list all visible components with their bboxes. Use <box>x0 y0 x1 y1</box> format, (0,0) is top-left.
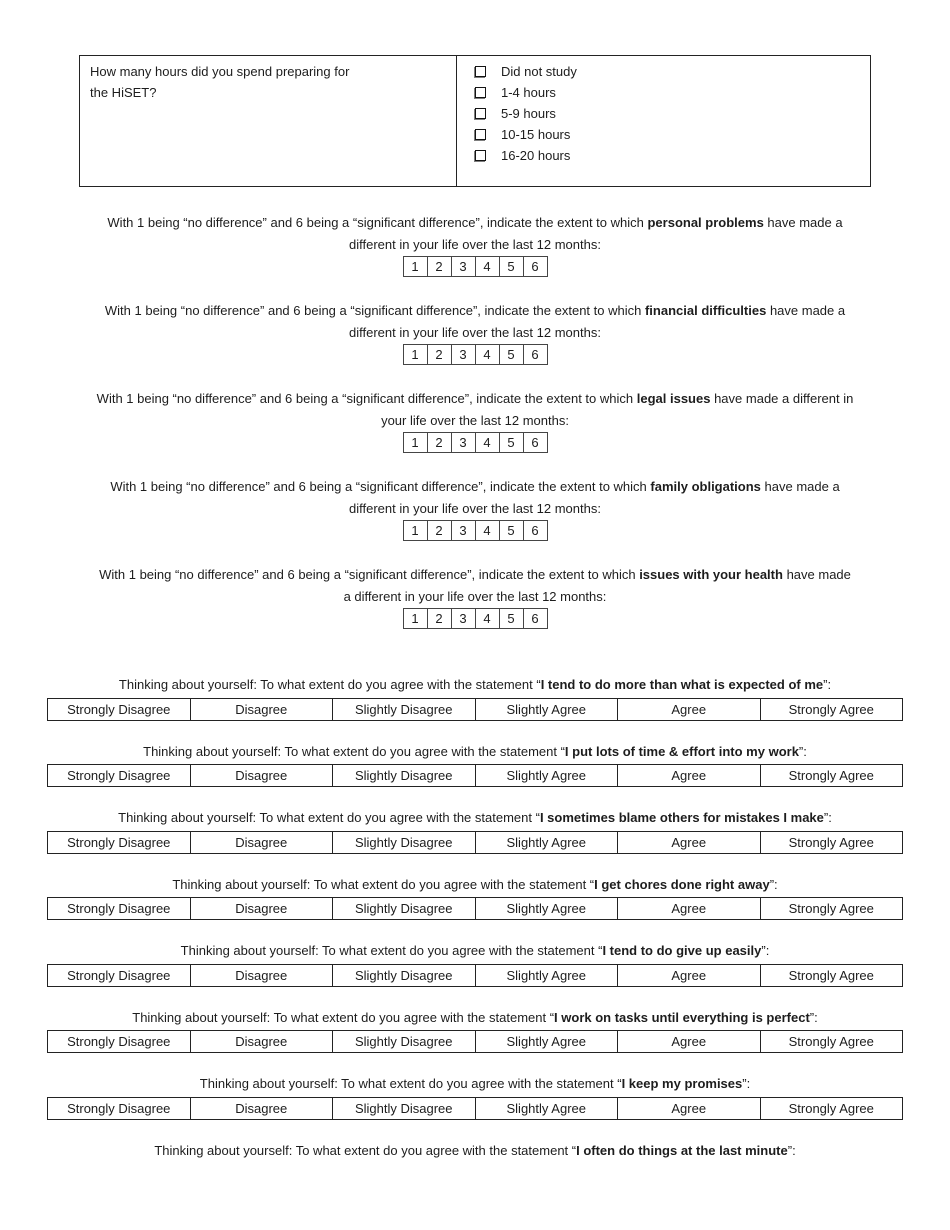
option-strongly-disagree[interactable]: Strongly Disagree <box>48 1031 191 1053</box>
scale-cell-6[interactable]: 6 <box>523 433 547 453</box>
option-slightly-agree[interactable]: Slightly Agree <box>475 1031 618 1053</box>
question-topic: financial difficulties <box>644 303 767 318</box>
option-slightly-agree[interactable]: Slightly Agree <box>475 1097 618 1119</box>
checkbox-option[interactable] <box>474 82 862 103</box>
question-suffix: ”: <box>823 810 832 825</box>
checkbox-option[interactable] <box>474 61 862 82</box>
hours-question-table <box>79 55 871 187</box>
rating-scale <box>403 608 548 629</box>
table-row <box>48 964 903 986</box>
checkbox-icon[interactable] <box>475 87 486 98</box>
option-slightly-agree[interactable]: Slightly Agree <box>475 831 618 853</box>
checkbox-icon[interactable] <box>475 150 486 161</box>
scale-cell-5[interactable]: 5 <box>499 433 523 453</box>
scale-cell-2[interactable]: 2 <box>427 257 451 277</box>
scale-cell-5[interactable]: 5 <box>499 345 523 365</box>
option-strongly-agree[interactable]: Strongly Agree <box>760 898 903 920</box>
question-suffix: have made a <box>760 479 840 494</box>
option-strongly-disagree[interactable]: Strongly Disagree <box>48 831 191 853</box>
question-text <box>0 1140 950 1162</box>
option-disagree[interactable]: Disagree <box>190 1097 333 1119</box>
question-text-line2: a different in your life over the last 12 months: <box>343 588 607 604</box>
option-disagree[interactable]: Disagree <box>190 698 333 720</box>
scale-cell-2[interactable]: 2 <box>427 609 451 629</box>
question-statement: I put lots of time & effort into my work <box>564 743 799 759</box>
option-strongly-agree[interactable]: Strongly Agree <box>760 1031 903 1053</box>
question-text <box>0 1007 950 1029</box>
scale-cell-1[interactable]: 1 <box>403 257 427 277</box>
checkbox-label: 10-15 hours <box>501 127 571 142</box>
option-agree[interactable]: Agree <box>618 1031 761 1053</box>
scale-cell-5[interactable]: 5 <box>499 521 523 541</box>
question-prefix: With 1 being “no difference” and 6 being a “significant difference”, indicate the extent to which <box>96 391 637 406</box>
agreement-question-3 <box>0 807 950 854</box>
option-agree[interactable]: Agree <box>618 1097 761 1119</box>
question-text <box>0 874 950 896</box>
scale-cell-6[interactable]: 6 <box>523 609 547 629</box>
scale-cell-4[interactable]: 4 <box>475 521 499 541</box>
scale-cell-1[interactable]: 1 <box>403 521 427 541</box>
question-topic: family obligations <box>650 479 761 494</box>
agreement-question-1 <box>0 674 950 721</box>
rating-scale <box>403 344 548 365</box>
checkbox-icon[interactable] <box>475 66 486 77</box>
question-text-line2: different in your life over the last 12 months: <box>349 324 601 340</box>
question-suffix: have made <box>782 567 851 582</box>
table-row <box>403 521 547 541</box>
option-slightly-disagree[interactable]: Slightly Disagree <box>333 898 476 920</box>
scale-cell-4[interactable]: 4 <box>475 257 499 277</box>
question-statement: I sometimes blame others for mistakes I make <box>539 810 824 825</box>
scale-cell-1[interactable]: 1 <box>403 345 427 365</box>
checkbox-icon[interactable] <box>475 108 486 119</box>
agreement-scale <box>47 1030 903 1053</box>
scale-cell-6[interactable]: 6 <box>523 257 547 277</box>
question-prefix: Thinking about yourself: To what extent do you agree with the statement “ <box>132 1009 555 1025</box>
scale-cell-1[interactable]: 1 <box>403 609 427 629</box>
question-prefix: Thinking about yourself: To what extent do you agree with the statement “ <box>154 1142 577 1158</box>
scale-cell-6[interactable]: 6 <box>523 521 547 541</box>
option-slightly-agree[interactable]: Slightly Agree <box>475 698 618 720</box>
scale-question-financial-difficulties <box>0 300 950 365</box>
table-row <box>48 1031 903 1053</box>
option-disagree[interactable]: Disagree <box>190 1031 333 1053</box>
scale-cell-3[interactable]: 3 <box>451 521 475 541</box>
option-slightly-disagree[interactable]: Slightly Disagree <box>333 831 476 853</box>
scale-cell-4[interactable]: 4 <box>475 345 499 365</box>
question-text-line2: different in your life over the last 12 months: <box>349 236 601 252</box>
agreement-question-2 <box>0 741 950 788</box>
agreement-scale <box>47 897 903 920</box>
question-suffix: ”: <box>769 876 778 892</box>
table-row <box>48 698 903 720</box>
scale-question-legal-issues <box>0 388 950 453</box>
question-prefix: With 1 being “no difference” and 6 being a “significant difference”, indicate the extent to which <box>110 479 651 494</box>
option-slightly-agree[interactable]: Slightly Agree <box>475 964 618 986</box>
question-text <box>0 564 950 586</box>
question-suffix: ”: <box>809 1009 818 1025</box>
question-statement: I tend to do more than what is expected of me <box>540 677 824 692</box>
scale-cell-4[interactable]: 4 <box>475 433 499 453</box>
question-suffix: have made a <box>766 303 846 318</box>
table-row <box>48 831 903 853</box>
question-suffix: have made a different in <box>710 391 854 406</box>
agreement-scale <box>47 698 903 721</box>
option-slightly-disagree[interactable]: Slightly Disagree <box>333 964 476 986</box>
checkbox-label: 5-9 hours <box>501 106 556 121</box>
question-statement: I keep my promises <box>621 1076 743 1091</box>
question-prefix: Thinking about yourself: To what extent do you agree with the statement “ <box>180 943 603 958</box>
agreement-scale <box>47 1097 903 1120</box>
question-text <box>0 807 950 829</box>
agreement-scale <box>47 964 903 987</box>
option-disagree[interactable]: Disagree <box>190 898 333 920</box>
option-strongly-agree[interactable]: Strongly Agree <box>760 765 903 787</box>
question-statement: I work on tasks until everything is perfect <box>554 1009 810 1025</box>
question-prefix: With 1 being “no difference” and 6 being a “significant difference”, indicate the extent to which <box>99 567 640 582</box>
scale-question-health-issues <box>0 564 950 629</box>
scale-question-family-obligations <box>0 476 950 541</box>
question-text <box>0 741 950 763</box>
table-row <box>403 345 547 365</box>
option-slightly-disagree[interactable]: Slightly Disagree <box>333 1097 476 1119</box>
option-strongly-agree[interactable]: Strongly Agree <box>760 1097 903 1119</box>
question-topic: issues with your health <box>639 567 783 582</box>
question-prefix: Thinking about yourself: To what extent do you agree with the statement “ <box>199 1076 622 1091</box>
question-prefix: Thinking about yourself: To what extent do you agree with the statement “ <box>172 876 595 892</box>
option-strongly-disagree[interactable]: Strongly Disagree <box>48 898 191 920</box>
rating-scale <box>403 256 548 277</box>
option-disagree[interactable]: Disagree <box>190 831 333 853</box>
option-strongly-disagree[interactable]: Strongly Disagree <box>48 1097 191 1119</box>
option-slightly-disagree[interactable]: Slightly Disagree <box>333 765 476 787</box>
question-statement: I tend to do give up easily <box>602 943 762 958</box>
checkbox-option[interactable] <box>474 145 862 166</box>
scale-cell-2[interactable]: 2 <box>427 345 451 365</box>
checkbox-label: 1-4 hours <box>501 85 556 100</box>
scale-cell-4[interactable]: 4 <box>475 609 499 629</box>
question-text <box>0 212 950 234</box>
question-suffix: ”: <box>761 943 770 958</box>
hours-question-text: How many hours did you spend preparing for <box>90 64 350 79</box>
checkbox-icon[interactable] <box>475 129 486 140</box>
question-prefix: Thinking about yourself: To what extent do you agree with the statement “ <box>118 677 541 692</box>
question-text <box>0 388 950 410</box>
option-slightly-disagree[interactable]: Slightly Disagree <box>333 698 476 720</box>
scale-cell-3[interactable]: 3 <box>451 433 475 453</box>
agreement-question-7 <box>0 1073 950 1120</box>
option-slightly-agree[interactable]: Slightly Agree <box>475 765 618 787</box>
option-slightly-agree[interactable]: Slightly Agree <box>475 898 618 920</box>
table-row <box>403 609 547 629</box>
question-text <box>0 476 950 498</box>
scale-question-personal-problems <box>0 212 950 277</box>
scale-cell-2[interactable]: 2 <box>427 433 451 453</box>
checkbox-label: 16-20 hours <box>501 148 571 163</box>
table-row <box>48 1097 903 1119</box>
option-disagree[interactable]: Disagree <box>190 964 333 986</box>
agreement-questions-section <box>0 674 950 1161</box>
option-strongly-disagree[interactable]: Strongly Disagree <box>48 765 191 787</box>
question-suffix: ”: <box>787 1142 796 1158</box>
question-prefix: With 1 being “no difference” and 6 being a “significant difference”, indicate the extent to which <box>107 215 648 230</box>
question-text <box>0 300 950 322</box>
rating-scale <box>403 520 548 541</box>
question-text <box>0 674 950 696</box>
question-statement: I get chores done right away <box>594 876 770 892</box>
option-agree[interactable]: Agree <box>618 898 761 920</box>
table-row <box>80 56 871 187</box>
checkbox-option[interactable] <box>474 103 862 124</box>
question-prefix: With 1 being “no difference” and 6 being a “significant difference”, indicate the extent to which <box>104 303 645 318</box>
hours-question-text: the HiSET? <box>90 85 157 100</box>
scale-questions-section <box>0 212 950 629</box>
question-topic: legal issues <box>636 391 711 406</box>
scale-cell-3[interactable]: 3 <box>451 257 475 277</box>
option-strongly-disagree[interactable]: Strongly Disagree <box>48 698 191 720</box>
option-slightly-disagree[interactable]: Slightly Disagree <box>333 1031 476 1053</box>
scale-cell-5[interactable]: 5 <box>499 609 523 629</box>
scale-cell-1[interactable]: 1 <box>403 433 427 453</box>
question-statement: I often do things at the last minute <box>576 1142 788 1158</box>
option-agree[interactable]: Agree <box>618 964 761 986</box>
option-agree[interactable]: Agree <box>618 831 761 853</box>
table-row <box>48 765 903 787</box>
table-row <box>403 433 547 453</box>
scale-cell-3[interactable]: 3 <box>451 609 475 629</box>
table-row <box>48 898 903 920</box>
question-suffix: ”: <box>742 1076 751 1091</box>
scale-cell-2[interactable]: 2 <box>427 521 451 541</box>
option-strongly-disagree[interactable]: Strongly Disagree <box>48 964 191 986</box>
agreement-question-6 <box>0 1007 950 1054</box>
hours-options-cell <box>457 56 871 187</box>
question-text-line2: different in your life over the last 12 months: <box>349 500 601 516</box>
option-disagree[interactable]: Disagree <box>190 765 333 787</box>
agreement-scale <box>47 831 903 854</box>
rating-scale <box>403 432 548 453</box>
option-strongly-agree[interactable]: Strongly Agree <box>760 831 903 853</box>
question-text <box>0 940 950 962</box>
question-suffix: have made a <box>763 215 843 230</box>
agreement-scale <box>47 764 903 787</box>
question-text-line2: your life over the last 12 months: <box>381 412 569 428</box>
checkbox-option[interactable] <box>474 124 862 145</box>
option-agree[interactable]: Agree <box>618 765 761 787</box>
table-row <box>403 257 547 277</box>
question-suffix: ”: <box>823 677 832 692</box>
option-strongly-agree[interactable]: Strongly Agree <box>760 698 903 720</box>
question-prefix: Thinking about yourself: To what extent do you agree with the statement “ <box>118 810 540 825</box>
question-text <box>0 1073 950 1095</box>
agreement-question-5 <box>0 940 950 987</box>
option-agree[interactable]: Agree <box>618 698 761 720</box>
option-strongly-agree[interactable]: Strongly Agree <box>760 964 903 986</box>
question-suffix: ”: <box>798 743 807 759</box>
question-topic: personal problems <box>647 215 764 230</box>
scale-cell-5[interactable]: 5 <box>499 257 523 277</box>
agreement-question-4 <box>0 874 950 921</box>
question-prefix: Thinking about yourself: To what extent do you agree with the statement “ <box>143 743 565 759</box>
scale-cell-6[interactable]: 6 <box>523 345 547 365</box>
checkbox-label: Did not study <box>501 64 577 79</box>
hours-question-cell <box>80 56 457 187</box>
agreement-question-8 <box>0 1140 950 1162</box>
scale-cell-3[interactable]: 3 <box>451 345 475 365</box>
